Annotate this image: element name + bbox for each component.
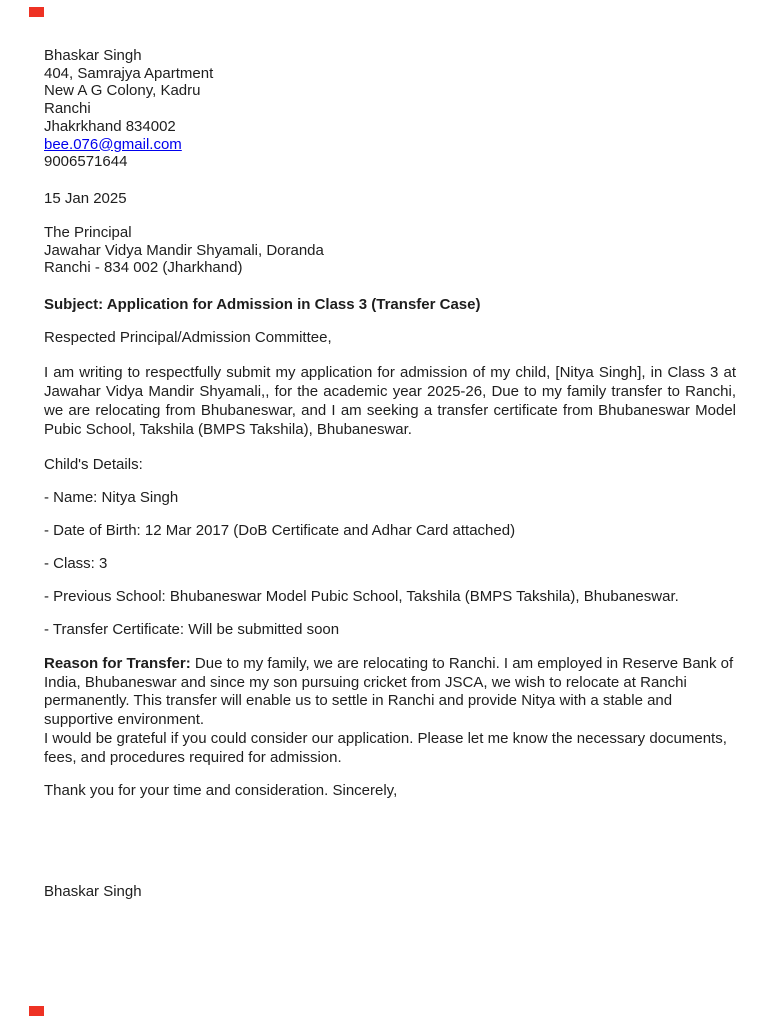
page-marker-bottom [29,1006,44,1016]
sender-city: Ranchi [44,100,91,118]
closing-line: Thank you for your time and consideration. Sincerely, [44,782,398,800]
sender-email-row [44,136,736,154]
sender-address-line-1: 404, Samrajya Apartment [44,64,214,82]
detail-item-name: - Name: Nitya Singh [44,489,179,507]
detail-item-class: - Class: 3 [44,555,108,573]
page-marker-top [29,7,44,17]
sender-phone: 9006571644 [44,153,128,171]
recipient-title: The Principal [44,223,132,241]
sender-address-line-2: New A G Colony, Kadru [44,82,201,100]
reason-label: Reason for Transfer: [44,655,191,673]
salutation: Respected Principal/Admission Committee, [44,329,332,347]
letter-content [44,47,736,901]
reason-paragraph [44,655,736,730]
sender-name: Bhaskar Singh [44,47,142,64]
sender-state-postal: Jhakrkhand 834002 [44,117,176,135]
request-paragraph: I would be grateful if you could consider our application. Please let me know the necessary documents, fees, and procedures required for admission. [44,729,727,766]
details-heading: Child's Details: [44,456,143,474]
intro-paragraph: I am writing to respectfully submit my application for admission of my child, [Nitya Singh], in Class 3 at Jawahar Vidya Mandir Shyamali,, for the academic year 2025-26, Due to my family transfer to Ranchi, we are relocating from Bhubaneswar, and I am seeking a transfer certificate from Bhubaneswar Model Pubic School, Takshila (BMPS Takshila), Bhubaneswar. [44,364,736,439]
detail-item-transfer-certificate: - Transfer Certificate: Will be submitted soon [44,621,340,639]
sender-address-block [44,47,736,171]
recipient-address-block [44,224,736,277]
recipient-institution: Jawahar Vidya Mandir Shyamali, Doranda [44,241,324,259]
reason-text: Due to my family, we are relocating to Ranchi. I am employed in Reserve Bank of India, Bhubaneswar and since my son pursuing cricket from JSCA, we wish to relocate at Ranchi permanently. This transfer will enable us to settle in Ranchi and provide Nitya with a stable and supportive environment. [44,655,734,729]
sender-email-link[interactable]: bee.076@gmail.com [44,135,182,153]
recipient-address: Ranchi - 834 002 (Jharkhand) [44,259,243,277]
signature-name: Bhaskar Singh [44,883,142,901]
detail-item-previous-school: - Previous School: Bhubaneswar Model Pubic School, Takshila (BMPS Takshila), Bhubaneswar. [44,588,679,606]
detail-item-dob: - Date of Birth: 12 Mar 2017 (DoB Certificate and Adhar Card attached) [44,522,516,540]
subject-line: Subject: Application for Admission in Class 3 (Transfer Case) [44,296,481,314]
letter-date: 15 Jan 2025 [44,189,127,207]
